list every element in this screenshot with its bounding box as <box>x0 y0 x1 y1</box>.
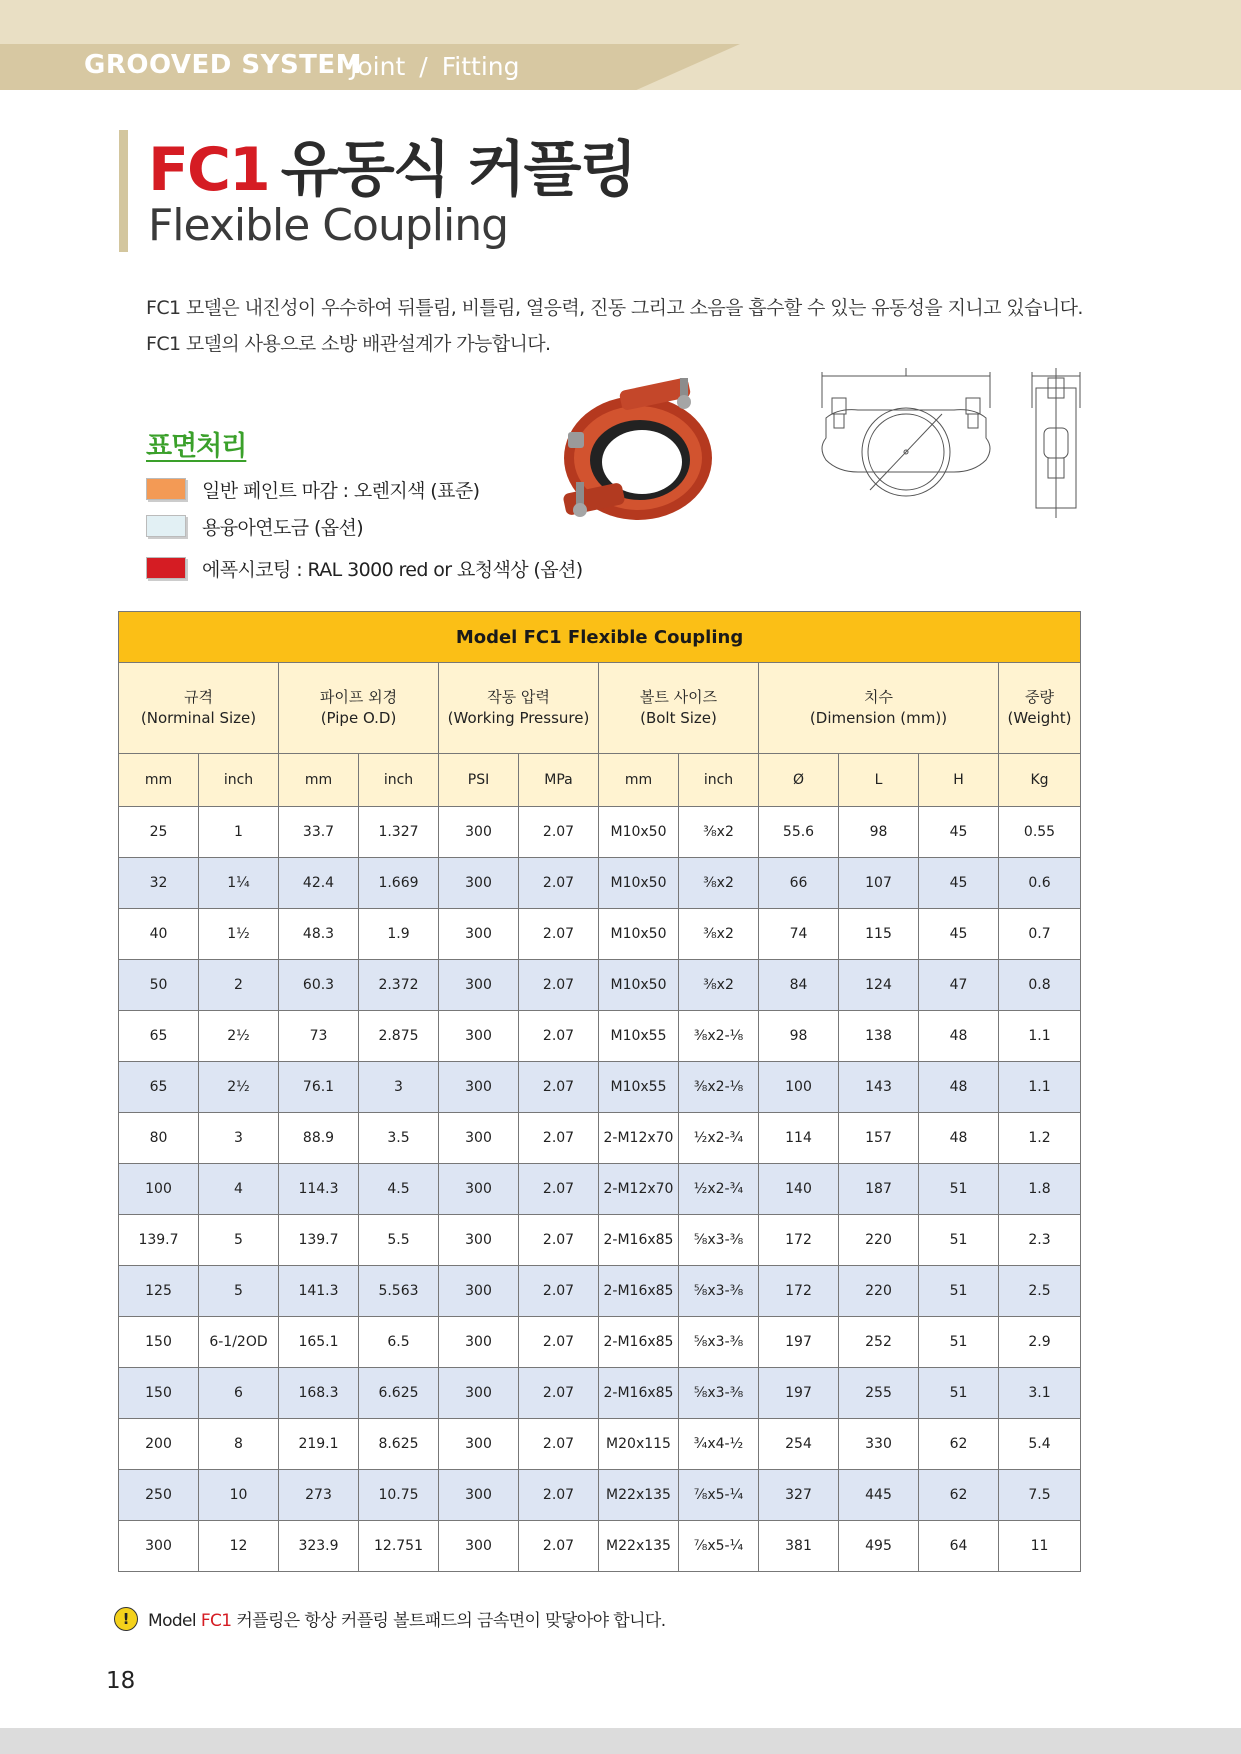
table-cell: M10x55 <box>599 1011 679 1062</box>
table-cell: 47 <box>919 960 999 1011</box>
subtitle-fitting: Fitting <box>441 52 520 81</box>
table-cell: 45 <box>919 858 999 909</box>
table-cell: 300 <box>439 1164 519 1215</box>
table-cell: 2.07 <box>519 960 599 1011</box>
table-row <box>119 909 1081 960</box>
table-cell: 2.5 <box>999 1266 1081 1317</box>
table-cell: 1.9 <box>359 909 439 960</box>
table-cell: 45 <box>919 909 999 960</box>
unit-header: H <box>919 754 999 807</box>
table-cell: 1¼ <box>199 858 279 909</box>
note-suffix: 커플링은 항상 커플링 볼트패드의 금속면이 맞닿아야 합니다. <box>231 1611 666 1631</box>
table-cell: 3.5 <box>359 1113 439 1164</box>
table-cell: 327 <box>759 1470 839 1521</box>
unit-header: MPa <box>519 754 599 807</box>
table-cell: 2.875 <box>359 1011 439 1062</box>
front-view-drawing <box>818 368 994 518</box>
unit-header: L <box>839 754 919 807</box>
table-caption: Model FC1 Flexible Coupling <box>119 612 1081 663</box>
table-cell: 0.6 <box>999 858 1081 909</box>
table-cell: 84 <box>759 960 839 1011</box>
group-label-en: (Norminal Size) <box>140 709 257 727</box>
table-cell: 88.9 <box>279 1113 359 1164</box>
table-cell: 73 <box>279 1011 359 1062</box>
subtitle-separator: / <box>419 52 428 81</box>
table-cell: 40 <box>119 909 199 960</box>
table-cell: ½x2-¾ <box>679 1164 759 1215</box>
title-korean: 유동식 커플링 <box>280 135 636 205</box>
table-cell: 33.7 <box>279 807 359 858</box>
table-cell: 157 <box>839 1113 919 1164</box>
table-cell: M20x115 <box>599 1419 679 1470</box>
table-row <box>119 960 1081 1011</box>
table-row <box>119 1215 1081 1266</box>
table-row <box>119 1113 1081 1164</box>
surface-item-label: 에폭시코팅 : RAL 3000 red or 요청색상 (옵션) <box>202 558 583 581</box>
table-cell: 3 <box>199 1113 279 1164</box>
table-row <box>119 1470 1081 1521</box>
table-cell: 2.3 <box>999 1215 1081 1266</box>
table-cell: 172 <box>759 1266 839 1317</box>
table-cell: 98 <box>759 1011 839 1062</box>
table-cell: 3.1 <box>999 1368 1081 1419</box>
table-cell: 2.07 <box>519 1419 599 1470</box>
table-cell: 51 <box>919 1164 999 1215</box>
table-cell: ³⁄₈x2 <box>679 807 759 858</box>
page-number: 18 <box>106 1668 136 1694</box>
table-cell: ³⁄₈x2-¹⁄₈ <box>679 1011 759 1062</box>
table-cell: 8 <box>199 1419 279 1470</box>
table-cell: ⁷⁄₈x5-¼ <box>679 1521 759 1572</box>
table-cell: 5.5 <box>359 1215 439 1266</box>
unit-header: mm <box>119 754 199 807</box>
column-group-header <box>439 663 599 754</box>
table-cell: 62 <box>919 1470 999 1521</box>
table-row <box>119 1419 1081 1470</box>
table-cell: 139.7 <box>279 1215 359 1266</box>
column-group-header <box>999 663 1081 754</box>
table-cell: 445 <box>839 1470 919 1521</box>
table-cell: M22x135 <box>599 1521 679 1572</box>
table-cell: 200 <box>119 1419 199 1470</box>
table-cell: 51 <box>919 1317 999 1368</box>
table-cell: 141.3 <box>279 1266 359 1317</box>
table-cell: 32 <box>119 858 199 909</box>
table-cell: 55.6 <box>759 807 839 858</box>
table-cell: M10x50 <box>599 858 679 909</box>
unit-header: mm <box>279 754 359 807</box>
subtitle-joint: Joint <box>350 52 406 81</box>
table-row <box>119 1317 1081 1368</box>
title-accent-bar <box>119 130 128 252</box>
column-group-header <box>759 663 999 754</box>
table-cell: 6 <box>199 1368 279 1419</box>
table-cell: 2.9 <box>999 1317 1081 1368</box>
table-cell: 197 <box>759 1317 839 1368</box>
table-cell: 2.07 <box>519 1521 599 1572</box>
table-row <box>119 807 1081 858</box>
side-view-drawing <box>1030 368 1082 518</box>
table-cell: M22x135 <box>599 1470 679 1521</box>
table-cell: 114.3 <box>279 1164 359 1215</box>
table-cell: 2.07 <box>519 1470 599 1521</box>
table-cell: 65 <box>119 1062 199 1113</box>
table-row <box>119 1266 1081 1317</box>
group-label-ko: 규격 <box>184 688 213 706</box>
group-label-en: (Weight) <box>1007 709 1072 727</box>
color-swatch-red <box>146 557 186 579</box>
table-cell: 10.75 <box>359 1470 439 1521</box>
table-cell: 255 <box>839 1368 919 1419</box>
table-cell: 250 <box>119 1470 199 1521</box>
table-cell: 3 <box>359 1062 439 1113</box>
group-label-en: (Dimension (mm)) <box>809 709 948 727</box>
table-cell: 7.5 <box>999 1470 1081 1521</box>
group-label-en: (Working Pressure) <box>447 709 590 727</box>
table-cell: 2.07 <box>519 1062 599 1113</box>
note-text <box>148 1606 666 1631</box>
table-cell: 2.372 <box>359 960 439 1011</box>
table-cell: 76.1 <box>279 1062 359 1113</box>
table-cell: 4.5 <box>359 1164 439 1215</box>
table-cell: 220 <box>839 1215 919 1266</box>
table-cell: 300 <box>439 1215 519 1266</box>
table-cell: 2½ <box>199 1011 279 1062</box>
table-cell: 2-M16x85 <box>599 1266 679 1317</box>
table-cell: 10 <box>199 1470 279 1521</box>
table-cell: 2.07 <box>519 1368 599 1419</box>
table-cell: ⁵⁄₈x3-³⁄₈ <box>679 1266 759 1317</box>
table-cell: 2.07 <box>519 1266 599 1317</box>
table-cell: ³⁄₈x2-¹⁄₈ <box>679 1062 759 1113</box>
table-cell: 300 <box>439 909 519 960</box>
table-cell: 220 <box>839 1266 919 1317</box>
table-cell: 139.7 <box>119 1215 199 1266</box>
table-cell: 2.07 <box>519 1113 599 1164</box>
table-cell: 300 <box>439 1266 519 1317</box>
table-cell: M10x50 <box>599 807 679 858</box>
note-model: FC1 <box>200 1611 232 1631</box>
table-cell: 65 <box>119 1011 199 1062</box>
unit-header: Kg <box>999 754 1081 807</box>
table-cell: 187 <box>839 1164 919 1215</box>
column-group-header <box>279 663 439 754</box>
table-cell: 0.8 <box>999 960 1081 1011</box>
table-cell: 51 <box>919 1266 999 1317</box>
table-cell: 42.4 <box>279 858 359 909</box>
table-cell: ³⁄₈x2 <box>679 858 759 909</box>
table-cell: 64 <box>919 1521 999 1572</box>
table-cell: 6.625 <box>359 1368 439 1419</box>
group-label-ko: 볼트 사이즈 <box>639 688 718 706</box>
table-cell: 114 <box>759 1113 839 1164</box>
table-cell: 1.1 <box>999 1011 1081 1062</box>
table-cell: 62 <box>919 1419 999 1470</box>
surface-item-label: 일반 페인트 마감 : 오렌지색 (표준) <box>202 479 480 502</box>
table-cell: 48 <box>919 1011 999 1062</box>
table-cell: 323.9 <box>279 1521 359 1572</box>
table-cell: 300 <box>439 1521 519 1572</box>
table-cell: 300 <box>439 858 519 909</box>
table-cell: 2-M12x70 <box>599 1164 679 1215</box>
table-cell: 5.4 <box>999 1419 1081 1470</box>
table-cell: 300 <box>439 1113 519 1164</box>
table-cell: 2.07 <box>519 858 599 909</box>
table-cell: 300 <box>439 1011 519 1062</box>
table-cell: ⁵⁄₈x3-³⁄₈ <box>679 1317 759 1368</box>
table-cell: 273 <box>279 1470 359 1521</box>
table-row <box>119 1062 1081 1113</box>
table-cell: 2-M16x85 <box>599 1317 679 1368</box>
unit-header: Ø <box>759 754 839 807</box>
table-cell: 12 <box>199 1521 279 1572</box>
color-swatch-orange <box>146 478 186 500</box>
table-cell: ¾x4-½ <box>679 1419 759 1470</box>
table-cell: 2.07 <box>519 1215 599 1266</box>
table-cell: 2.07 <box>519 1317 599 1368</box>
table-cell: 330 <box>839 1419 919 1470</box>
table-cell: 150 <box>119 1317 199 1368</box>
unit-header: inch <box>359 754 439 807</box>
table-cell: 1 <box>199 807 279 858</box>
table-cell: 143 <box>839 1062 919 1113</box>
table-cell: 5.563 <box>359 1266 439 1317</box>
table-cell: 51 <box>919 1368 999 1419</box>
table-cell: 45 <box>919 807 999 858</box>
table-cell: 1.327 <box>359 807 439 858</box>
footer-band <box>0 1728 1241 1754</box>
table-cell: 300 <box>439 1317 519 1368</box>
table-cell: 254 <box>759 1419 839 1470</box>
table-cell: 124 <box>839 960 919 1011</box>
table-cell: 115 <box>839 909 919 960</box>
unit-header: inch <box>679 754 759 807</box>
section-subtitle <box>350 52 519 81</box>
table-cell: 11 <box>999 1521 1081 1572</box>
surface-item-label: 용융아연도금 (옵션) <box>202 516 364 539</box>
table-cell: 0.55 <box>999 807 1081 858</box>
table-cell: ⁵⁄₈x3-³⁄₈ <box>679 1215 759 1266</box>
group-label-ko: 중량 <box>1025 688 1054 706</box>
table-cell: 50 <box>119 960 199 1011</box>
table-cell: M10x55 <box>599 1062 679 1113</box>
table-cell: ³⁄₈x2 <box>679 909 759 960</box>
table-cell: 107 <box>839 858 919 909</box>
title-english: Flexible Coupling <box>148 200 509 251</box>
table-cell: ³⁄₈x2 <box>679 960 759 1011</box>
table-cell: 1½ <box>199 909 279 960</box>
table-cell: 0.7 <box>999 909 1081 960</box>
table-row <box>119 1164 1081 1215</box>
table-cell: 12.751 <box>359 1521 439 1572</box>
surface-item <box>146 511 363 541</box>
group-label-ko: 치수 <box>864 688 893 706</box>
table-cell: 165.1 <box>279 1317 359 1368</box>
table-cell: ⁷⁄₈x5-¼ <box>679 1470 759 1521</box>
table-cell: 80 <box>119 1113 199 1164</box>
table-cell: 5 <box>199 1215 279 1266</box>
table-cell: 219.1 <box>279 1419 359 1470</box>
table-cell: 2.07 <box>519 807 599 858</box>
table-row <box>119 1521 1081 1572</box>
table-cell: 1.1 <box>999 1062 1081 1113</box>
table-cell: ½x2-¾ <box>679 1113 759 1164</box>
table-cell: 100 <box>119 1164 199 1215</box>
table-cell: 2.07 <box>519 1164 599 1215</box>
table-cell: 2-M12x70 <box>599 1113 679 1164</box>
table-cell: 2½ <box>199 1062 279 1113</box>
table-cell: 2-M16x85 <box>599 1215 679 1266</box>
table-cell: 197 <box>759 1368 839 1419</box>
column-group-header <box>119 663 279 754</box>
table-cell: M10x50 <box>599 960 679 1011</box>
table-cell: 381 <box>759 1521 839 1572</box>
table-cell: 60.3 <box>279 960 359 1011</box>
surface-treatment-title: 표면처리 <box>146 431 247 462</box>
table-cell: 1.669 <box>359 858 439 909</box>
table-cell: 300 <box>439 807 519 858</box>
note <box>114 1606 666 1631</box>
table-cell: 100 <box>759 1062 839 1113</box>
table-cell: 495 <box>839 1521 919 1572</box>
table-cell: 140 <box>759 1164 839 1215</box>
table-cell: 66 <box>759 858 839 909</box>
unit-header: inch <box>199 754 279 807</box>
table-row <box>119 1011 1081 1062</box>
group-label-ko: 작동 압력 <box>487 688 550 706</box>
table-cell: 25 <box>119 807 199 858</box>
unit-header: mm <box>599 754 679 807</box>
table-cell: 6-1/2OD <box>199 1317 279 1368</box>
table-cell: 168.3 <box>279 1368 359 1419</box>
color-swatch-galvanized <box>146 515 186 537</box>
table-cell: 300 <box>439 960 519 1011</box>
group-label-en: (Bolt Size) <box>640 709 717 727</box>
table-cell: 300 <box>439 1062 519 1113</box>
table-cell: 51 <box>919 1215 999 1266</box>
table-cell: 138 <box>839 1011 919 1062</box>
table-cell: 125 <box>119 1266 199 1317</box>
warning-icon: ! <box>114 1607 138 1631</box>
table-row <box>119 1368 1081 1419</box>
surface-item <box>146 553 583 583</box>
group-label-ko: 파이프 외경 <box>319 688 398 706</box>
table-cell: 300 <box>439 1470 519 1521</box>
table-cell: 48 <box>919 1113 999 1164</box>
table-cell: 1.2 <box>999 1113 1081 1164</box>
table-cell: 98 <box>839 807 919 858</box>
spec-table <box>118 611 1081 1572</box>
table-cell: 172 <box>759 1215 839 1266</box>
table-cell: 4 <box>199 1164 279 1215</box>
coupling-photo <box>550 372 730 534</box>
table-cell: 74 <box>759 909 839 960</box>
surface-item <box>146 474 479 504</box>
section-title: GROOVED SYSTEM <box>84 50 363 80</box>
column-group-header <box>599 663 759 754</box>
note-prefix: Model <box>148 1611 201 1631</box>
table-row <box>119 858 1081 909</box>
title-model: FC1 <box>148 135 269 205</box>
table-cell: 2 <box>199 960 279 1011</box>
product-description: FC1 모델은 내진성이 우수하여 뒤틀림, 비틀림, 열응력, 진동 그리고 소음을 흡수할 수 있는 유동성을 지니고 있습니다. FC1 모델의 사용으로 소방 배관설계가 가능합니다. <box>146 297 1083 355</box>
table-cell: 5 <box>199 1266 279 1317</box>
unit-header: PSI <box>439 754 519 807</box>
table-cell: 2.07 <box>519 909 599 960</box>
table-cell: 252 <box>839 1317 919 1368</box>
table-cell: 2.07 <box>519 1011 599 1062</box>
table-cell: 6.5 <box>359 1317 439 1368</box>
table-cell: 300 <box>119 1521 199 1572</box>
table-cell: ⁵⁄₈x3-³⁄₈ <box>679 1368 759 1419</box>
table-cell: M10x50 <box>599 909 679 960</box>
table-cell: 1.8 <box>999 1164 1081 1215</box>
table-cell: 48.3 <box>279 909 359 960</box>
table-cell: 300 <box>439 1368 519 1419</box>
table-cell: 8.625 <box>359 1419 439 1470</box>
table-cell: 150 <box>119 1368 199 1419</box>
group-label-en: (Pipe O.D) <box>320 709 397 727</box>
table-cell: 300 <box>439 1419 519 1470</box>
table-cell: 48 <box>919 1062 999 1113</box>
table-cell: 2-M16x85 <box>599 1368 679 1419</box>
page-title <box>148 122 635 208</box>
